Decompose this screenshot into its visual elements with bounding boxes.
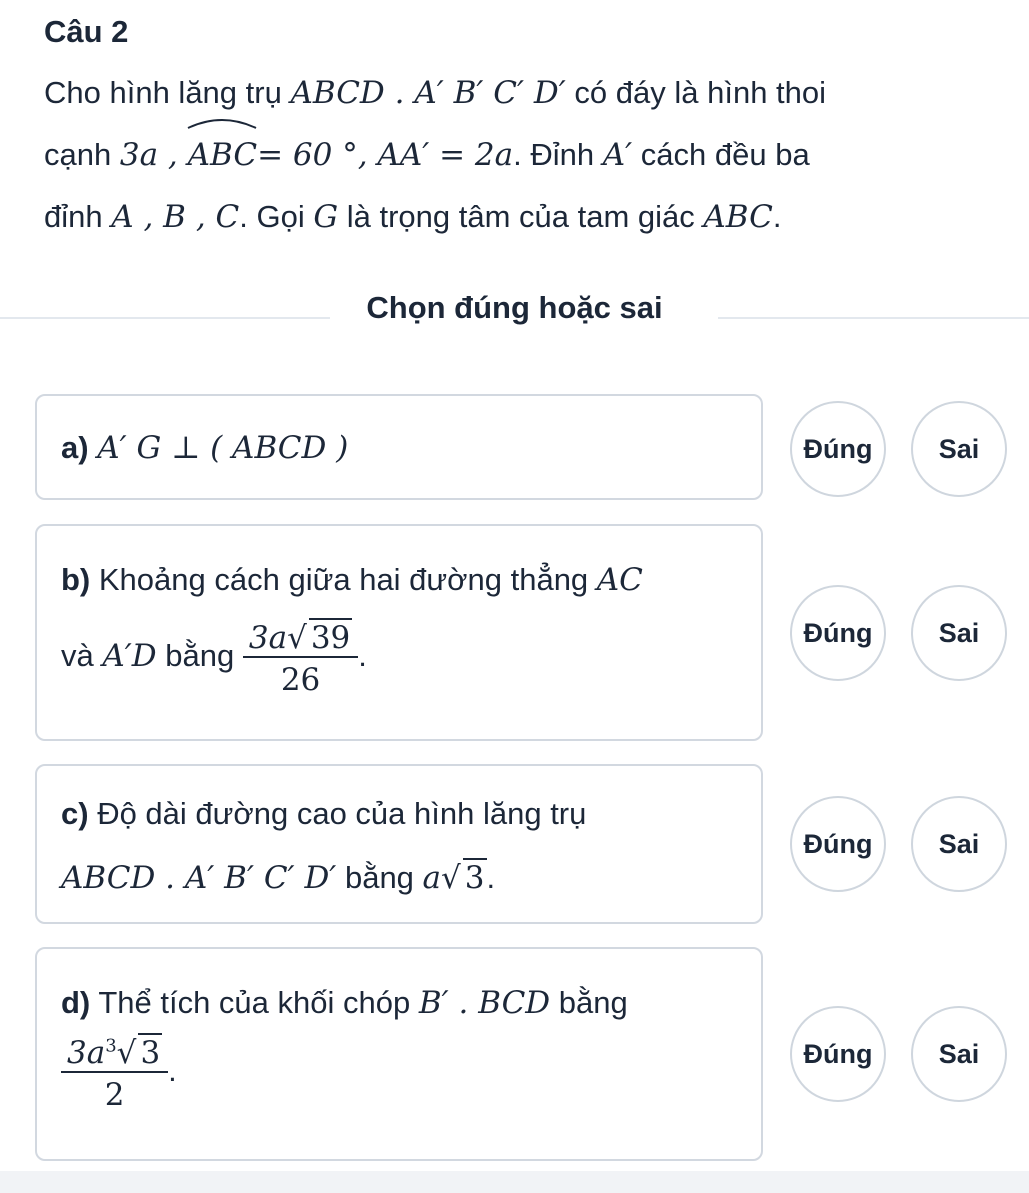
statement-text: bằng xyxy=(550,985,628,1020)
angle-abc xyxy=(188,124,257,186)
stem-text: có đáy là hình thoi xyxy=(565,75,827,110)
fraction xyxy=(61,1033,168,1113)
false-button-d[interactable] xyxy=(911,1006,1007,1102)
fraction-denominator: 2 xyxy=(104,1077,125,1113)
stem-text: . Đỉnh xyxy=(513,137,603,172)
statement-math: A′D xyxy=(102,638,157,675)
statement-text: Độ dài đường cao của hình lăng trụ xyxy=(88,796,587,831)
stem-math: G xyxy=(313,199,339,235)
stem-math: ABC xyxy=(703,199,773,235)
stem-text: đỉnh xyxy=(44,199,112,234)
stem-line-1 xyxy=(44,62,1004,124)
statement-math: B′ . BCD xyxy=(418,985,551,1021)
statement-text: bằng xyxy=(336,860,423,895)
statement-math: AC xyxy=(596,562,643,598)
true-label: Đúng xyxy=(803,828,873,859)
true-button-a[interactable] xyxy=(790,401,886,497)
stem-text: cách đều ba xyxy=(632,137,810,172)
stem-line-2 xyxy=(44,124,1004,186)
statement-line xyxy=(61,1033,177,1113)
stem-text: Cho hình lăng trụ xyxy=(44,75,291,110)
stem-text: là trọng tâm của tam giác xyxy=(338,199,704,234)
true-button-c[interactable] xyxy=(790,796,886,892)
statement-label: d) xyxy=(61,985,91,1020)
sqrt-radicand: 3 xyxy=(464,860,485,896)
statement-math: a xyxy=(422,860,442,896)
sqrt-icon: √ xyxy=(441,860,461,896)
statement-text: . xyxy=(358,638,367,674)
section-label: Chọn đúng hoặc sai xyxy=(366,290,663,325)
false-label: Sai xyxy=(938,433,980,464)
statement-text: và xyxy=(61,638,103,674)
statement-label: a) xyxy=(61,430,89,465)
stem-math: 3a , xyxy=(119,137,188,173)
statement-line xyxy=(61,858,495,896)
false-button-b[interactable] xyxy=(911,585,1007,681)
statement-text: . xyxy=(168,1053,177,1089)
statement-card-c xyxy=(35,764,763,924)
statement-card-a xyxy=(35,394,763,500)
statement-line xyxy=(61,618,367,698)
statement-line xyxy=(61,796,586,832)
sqrt-icon: √ xyxy=(116,1035,137,1071)
section-divider xyxy=(0,290,1029,340)
statement-text: Khoảng cách giữa hai đường thẳng xyxy=(90,562,597,597)
fraction xyxy=(243,618,358,698)
statement-card-b xyxy=(35,524,763,741)
stem-math: = 60 °, AA′ = 2a xyxy=(257,137,514,173)
statement-label: c) xyxy=(61,796,89,831)
statement-math: A′ G ⊥ ( ABCD ) xyxy=(97,430,349,466)
stem-math: A , B , C xyxy=(111,199,240,235)
true-label: Đúng xyxy=(803,1038,873,1069)
stem-line-3 xyxy=(44,186,1004,248)
true-button-d[interactable] xyxy=(790,1006,886,1102)
sqrt-radicand: 3 xyxy=(140,1035,161,1071)
fraction-numerator xyxy=(61,1033,168,1073)
stem-math: ABCD . A′ B′ C′ D′ xyxy=(290,75,566,111)
false-button-c[interactable] xyxy=(911,796,1007,892)
true-label: Đúng xyxy=(803,617,873,648)
statement-math: ABCD . A′ B′ C′ D′ xyxy=(61,860,337,896)
false-label: Sai xyxy=(938,617,980,648)
false-label: Sai xyxy=(938,1038,980,1069)
true-button-b[interactable] xyxy=(790,585,886,681)
statement-text: . xyxy=(486,860,496,895)
fraction-denominator: 26 xyxy=(280,662,321,698)
stem-text: . Gọi xyxy=(239,199,314,234)
statement-card-d xyxy=(35,947,763,1161)
statement-text: bằng xyxy=(156,638,243,674)
num-exponent: 3 xyxy=(105,1035,117,1057)
angle-letters: ABC xyxy=(187,137,258,173)
false-label: Sai xyxy=(938,828,980,859)
sqrt-radicand: 39 xyxy=(310,620,351,656)
question-stem xyxy=(44,62,1004,248)
num-coef: 3a xyxy=(67,1035,106,1071)
false-button-a[interactable] xyxy=(911,401,1007,497)
bottom-strip xyxy=(0,1171,1029,1193)
stem-math: A′ xyxy=(602,137,633,173)
statement-line xyxy=(61,985,628,1021)
true-label: Đúng xyxy=(803,433,873,464)
angle-hat-icon xyxy=(186,116,258,130)
fraction-numerator xyxy=(243,618,358,658)
stem-text: . xyxy=(772,199,782,234)
sqrt-icon: √ xyxy=(287,620,307,656)
stem-text: cạnh xyxy=(44,137,120,172)
statement-label: b) xyxy=(61,562,91,597)
question-title: Câu 2 xyxy=(44,14,129,49)
statement-text: Thể tích của khối chóp xyxy=(90,985,419,1020)
statement-line xyxy=(61,562,643,598)
num-coef: 3a xyxy=(248,620,288,656)
